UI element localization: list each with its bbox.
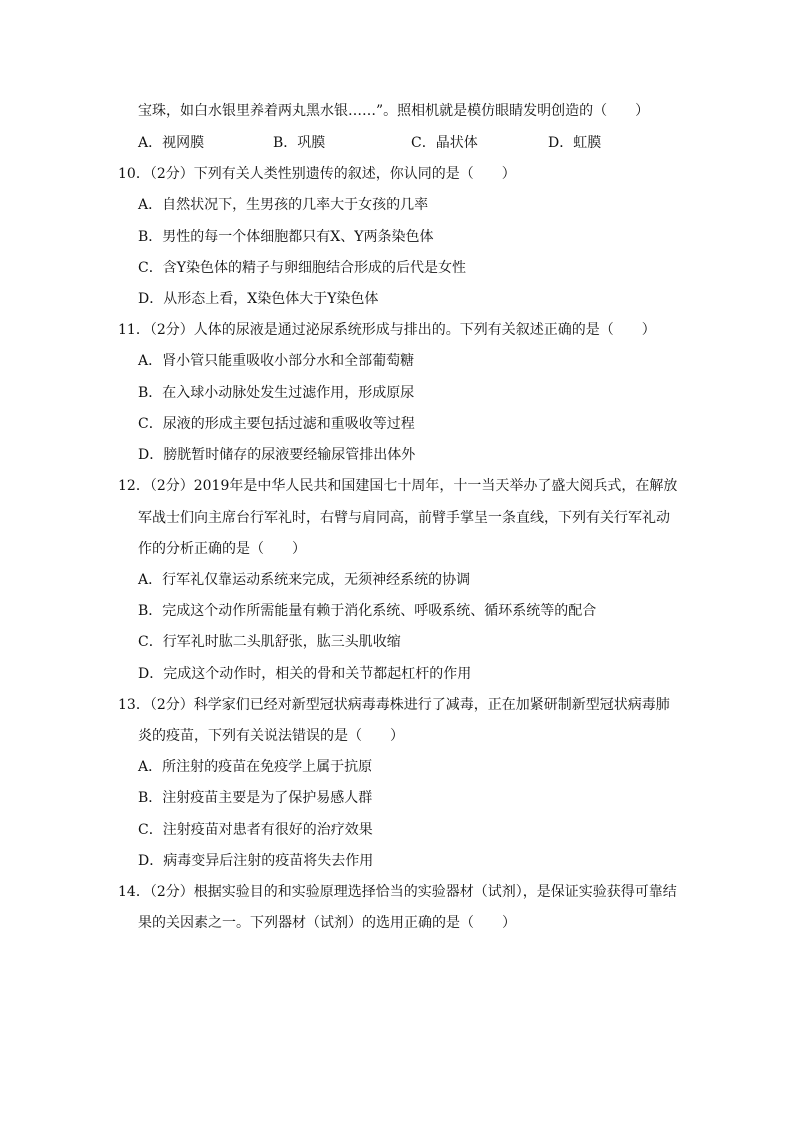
q10-option-d[interactable]: D．从形态上看，X染色体大于Y染色体 — [138, 291, 379, 307]
q12-option-c[interactable]: C．行军礼时肱二头肌舒张，肱三头肌收缩 — [138, 634, 401, 650]
q11-option-c[interactable]: C．尿液的形成主要包括过滤和重吸收等过程 — [138, 416, 415, 432]
q11-option-d[interactable]: D．膀胱暂时储存的尿液要经输尿管排出体外 — [138, 447, 416, 463]
q9-options-row — [0, 133, 794, 153]
q10-option-b[interactable]: B．男性的每一个体细胞都只有X、Y两条染色体 — [138, 229, 434, 245]
q14-stem-line-1: 14．（2分）根据实验目的和实验原理选择恰当的实验器材（试剂），是保证实验获得可靠结 — [118, 884, 677, 900]
q9-option-a[interactable]: A．视网膜 — [138, 135, 205, 151]
q9-option-d[interactable]: D．虹膜 — [548, 135, 602, 151]
q13-option-d[interactable]: D．病毒变异后注射的疫苗将失去作用 — [138, 853, 374, 869]
q13-option-c[interactable]: C．注射疫苗对患者有很好的治疗效果 — [138, 822, 373, 838]
q12-stem-line-3: 作的分析正确的是（ ） — [138, 541, 306, 557]
q11-option-b[interactable]: B．在入球小动脉处发生过滤作用，形成原尿 — [138, 385, 415, 401]
q12-option-b[interactable]: B．完成这个动作所需能量有赖于消化系统、呼吸系统、循环系统等的配合 — [138, 603, 597, 619]
q13-option-a[interactable]: A．所注射的疫苗在免疫学上属于抗原 — [138, 759, 373, 775]
q14-stem-line-2: 果的关因素之一。下列器材（试剂）的选用正确的是（ ） — [138, 915, 516, 931]
q10-stem: 10．（2分）下列有关人类性别遗传的叙述，你认同的是（ ） — [118, 166, 516, 182]
q10-option-a[interactable]: A．自然状况下，生男孩的几率大于女孩的几率 — [138, 197, 429, 213]
q12-option-d[interactable]: D．完成这个动作时，相关的骨和关节都起杠杆的作用 — [138, 666, 472, 682]
q13-option-b[interactable]: B．注射疫苗主要是为了保护易感人群 — [138, 790, 373, 806]
q11-stem: 11．（2分）人体的尿液是通过泌尿系统形成与排出的。下列有关叙述正确的是（ ） — [118, 322, 656, 338]
q10-option-c[interactable]: C．含Y染色体的精子与卵细胞结合形成的后代是女性 — [138, 260, 466, 276]
q12-stem-line-1: 12．（2分）2019年是中华人民共和国建国七十周年，十一当天举办了盛大阅兵式，在解放 — [118, 478, 678, 494]
q12-stem-line-2: 军战士们向主席台行军礼时，右臂与肩同高，前臂手掌呈一条直线，下列有关行军礼动 — [138, 510, 670, 526]
q9-stem-continuation: 宝珠，如白水银里养着两丸黑水银……”。照相机就是模仿眼睛发明创造的（ ） — [138, 103, 650, 119]
q13-stem-line-2: 炎的疫苗，下列有关说法错误的是（ ） — [138, 728, 404, 744]
q13-stem-line-1: 13．（2分）科学家们已经对新型冠状病毒毒株进行了减毒，正在加紧研制新型冠状病毒肺 — [118, 697, 670, 713]
q9-option-c[interactable]: C．晶状体 — [411, 135, 478, 151]
q9-option-b[interactable]: B．巩膜 — [273, 135, 326, 151]
q11-option-a[interactable]: A．肾小管只能重吸收小部分水和全部葡萄糖 — [138, 353, 415, 369]
q12-option-a[interactable]: A．行军礼仅靠运动系统来完成，无须神经系统的协调 — [138, 572, 471, 588]
